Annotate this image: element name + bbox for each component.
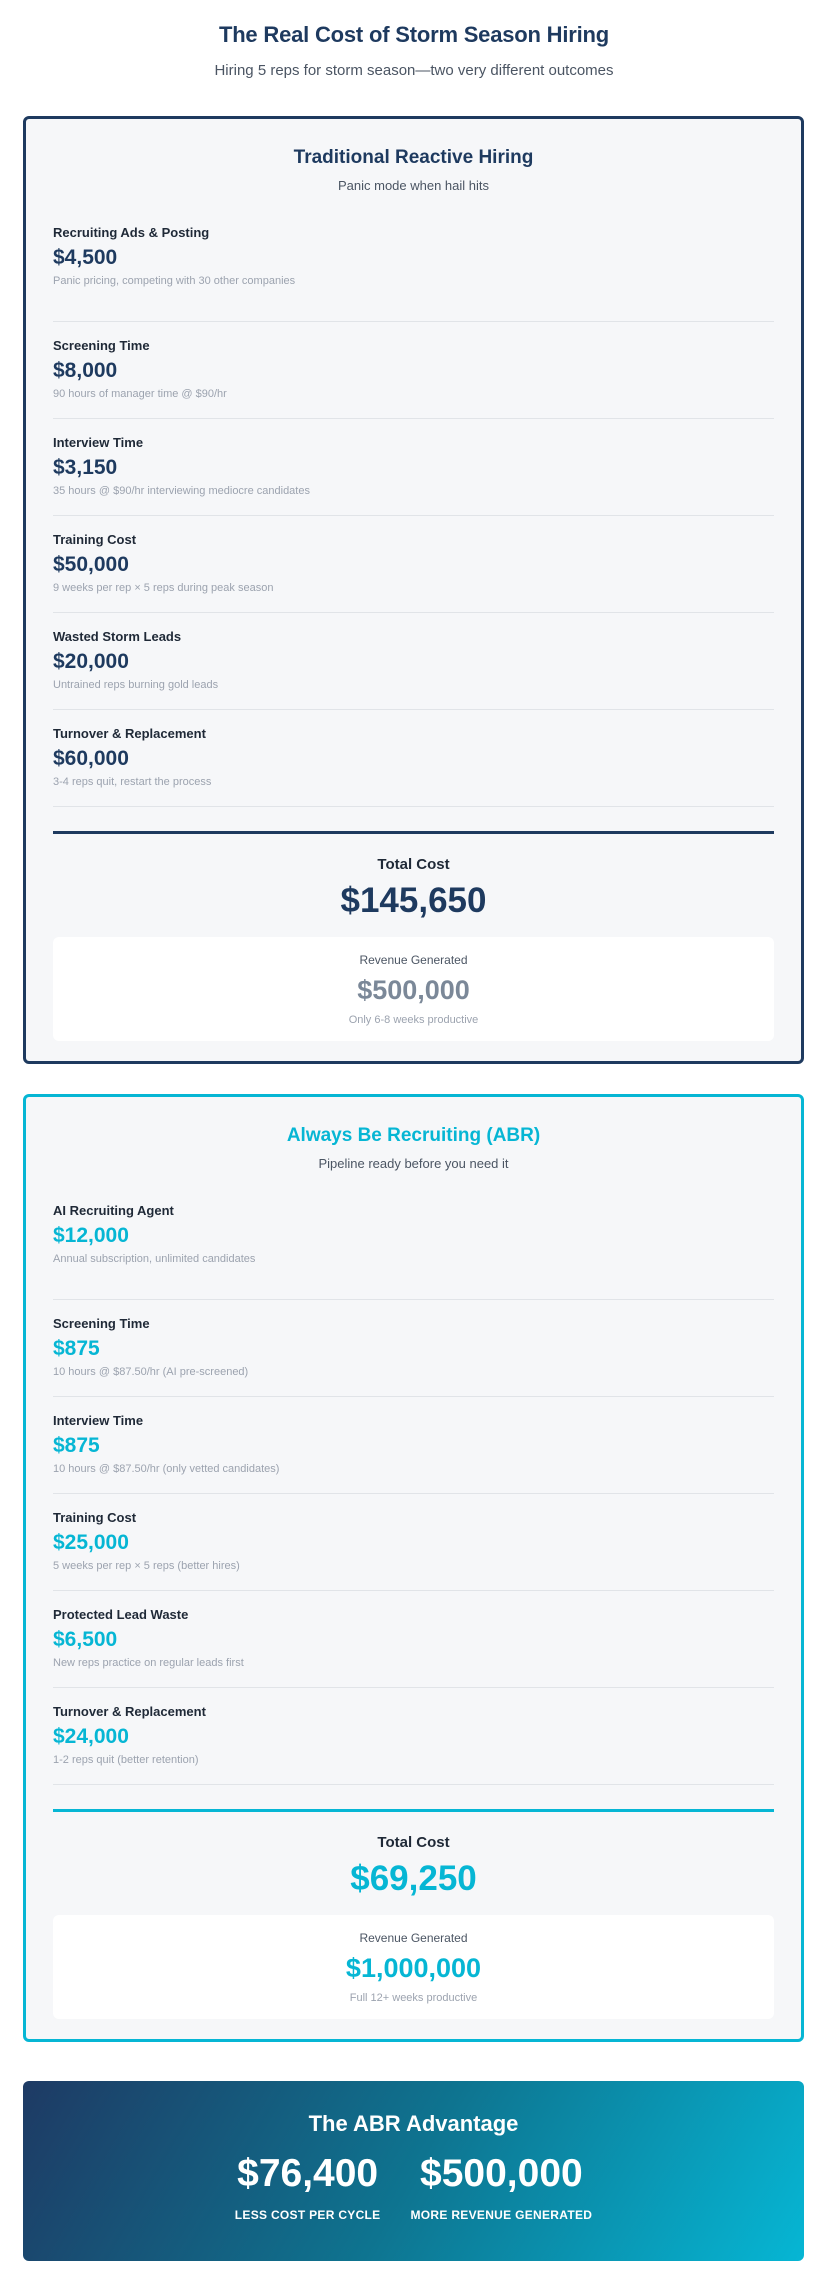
total-label: Total Cost (377, 856, 450, 873)
cost-item-label: Interview Time (53, 1413, 144, 1428)
cost-item (53, 1397, 774, 1494)
reactive-hiring-card (23, 116, 804, 1064)
revenue-value: $500,000 (357, 975, 470, 1005)
cost-item (53, 1494, 774, 1591)
cost-item-value: $12,000 (53, 1224, 129, 1247)
cost-item-note: 5 weeks per rep × 5 reps (better hires) (53, 1560, 240, 1572)
cost-item-note: 10 hours @ $87.50/hr (only vetted candidates) (53, 1463, 280, 1475)
cost-item-value: $875 (53, 1337, 100, 1360)
cost-item (53, 225, 774, 322)
cost-item-value: $8,000 (53, 359, 118, 382)
stat-value: $500,000 (420, 2152, 583, 2195)
cost-items-list (53, 225, 774, 807)
card-subtitle: Panic mode when hail hits (337, 178, 490, 193)
cost-item-note: Annual subscription, unlimited candidates (53, 1253, 256, 1265)
card-subtitle: Pipeline ready before you need it (318, 1156, 509, 1171)
cost-item (53, 322, 774, 419)
cost-item (53, 710, 774, 807)
revenue-label: Revenue Generated (359, 953, 468, 967)
total-label: Total Cost (377, 1834, 450, 1851)
cost-item-value: $60,000 (53, 747, 129, 770)
cost-item-note: New reps practice on regular leads first (53, 1657, 244, 1669)
cost-item-label: Screening Time (53, 1316, 150, 1331)
cost-item-label: Protected Lead Waste (53, 1607, 189, 1622)
cost-item-note: Untrained reps burning gold leads (53, 679, 219, 691)
cost-item-note: 35 hours @ $90/hr interviewing mediocre candidates (53, 485, 310, 497)
abr-advantage-banner (23, 2081, 804, 2261)
cost-item-label: Interview Time (53, 435, 144, 450)
total-value: $69,250 (350, 1859, 477, 1898)
cost-item-label: Wasted Storm Leads (53, 629, 182, 644)
abr-hiring-card (23, 1094, 804, 2042)
revenue-box (53, 937, 774, 1041)
revenue-label: Revenue Generated (359, 1931, 468, 1945)
cost-item-note: 1-2 reps quit (better retention) (53, 1754, 199, 1766)
card-title: Traditional Reactive Hiring (293, 147, 534, 168)
advantage-stats (23, 2153, 804, 2222)
cost-item-note: Panic pricing, competing with 30 other companies (53, 275, 296, 287)
cost-item-value: $6,500 (53, 1628, 118, 1651)
cost-item-value: $3,150 (53, 456, 118, 479)
cost-item (53, 613, 774, 710)
page-header (0, 0, 828, 116)
cost-item-label: Screening Time (53, 338, 150, 353)
cost-item-label: Training Cost (53, 532, 137, 547)
total-section (53, 1809, 774, 1899)
revenue-box (53, 1915, 774, 2019)
cost-item-value: $50,000 (53, 553, 129, 576)
cost-item-label: AI Recruiting Agent (53, 1203, 174, 1218)
revenue-value: $1,000,000 (345, 1953, 482, 1983)
cost-item (53, 419, 774, 516)
advantage-title: The ABR Advantage (308, 2111, 519, 2136)
card-title: Always Be Recruiting (ABR) (286, 1125, 541, 1146)
stat-label: MORE REVENUE GENERATED (410, 2207, 593, 2222)
cost-item-value: $4,500 (53, 246, 118, 269)
cost-item-label: Turnover & Replacement (53, 726, 206, 741)
cost-items-list (53, 1203, 774, 1785)
cost-item (53, 1300, 774, 1397)
cost-item-note: 9 weeks per rep × 5 reps during peak season (53, 582, 274, 594)
cost-item-label: Training Cost (53, 1510, 137, 1525)
revenue-note: Full 12+ weeks productive (349, 1992, 478, 2004)
page-subtitle: Hiring 5 reps for storm season—two very different outcomes (214, 62, 614, 79)
cost-item-value: $875 (53, 1434, 100, 1457)
cost-item (53, 1203, 774, 1300)
cost-item (53, 516, 774, 613)
revenue-note: Only 6-8 weeks productive (348, 1014, 479, 1026)
page-title: The Real Cost of Storm Season Hiring (218, 22, 610, 47)
cost-item (53, 1591, 774, 1688)
total-section (53, 831, 774, 921)
advantage-stat-cost (235, 2153, 381, 2222)
advantage-stat-revenue (411, 2153, 593, 2222)
cost-item-label: Turnover & Replacement (53, 1704, 206, 1719)
cost-item-note: 3-4 reps quit, restart the process (53, 776, 212, 788)
cost-item-value: $24,000 (53, 1725, 129, 1748)
cost-item-label: Recruiting Ads & Posting (53, 225, 210, 240)
cost-item-value: $20,000 (53, 650, 129, 673)
cost-item-note: 10 hours @ $87.50/hr (AI pre-screened) (53, 1366, 249, 1378)
total-value: $145,650 (340, 881, 487, 920)
cost-item-note: 90 hours of manager time @ $90/hr (53, 388, 227, 400)
stat-value: $76,400 (237, 2152, 379, 2195)
stat-label: LESS COST PER CYCLE (234, 2207, 381, 2222)
cost-item (53, 1688, 774, 1785)
cost-item-value: $25,000 (53, 1531, 129, 1554)
